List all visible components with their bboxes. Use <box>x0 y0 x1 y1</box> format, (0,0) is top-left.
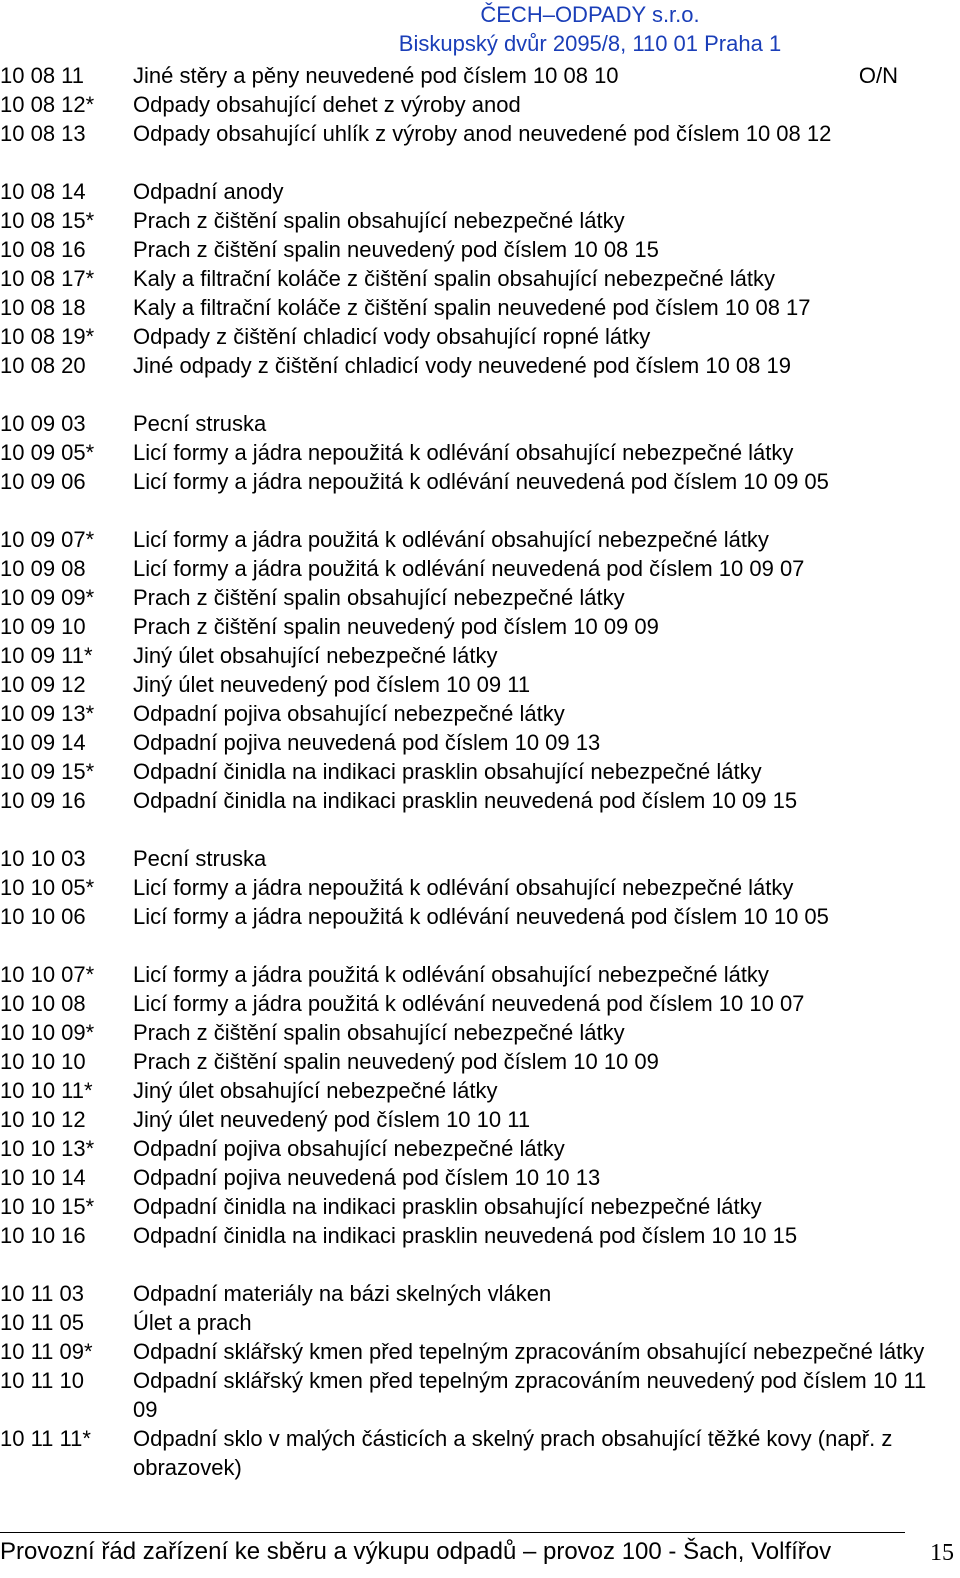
footer-title: Provozní řád zařízení ke sběru a výkupu odpadů – provoz 100 - Šach, Volfířov <box>0 1538 832 1565</box>
list-item <box>0 1337 960 1366</box>
waste-code: 10 09 13* <box>0 701 95 726</box>
list-item <box>0 989 960 1018</box>
company-address: Biskupský dvůr 2095/8, 110 01 Praha 1 <box>398 31 782 56</box>
list-item <box>0 786 960 815</box>
list-item <box>0 844 960 873</box>
waste-code: 10 08 14 <box>0 179 86 204</box>
waste-code-list <box>0 61 960 1482</box>
list-item <box>0 728 960 757</box>
waste-description: Odpady obsahující uhlík z výroby anod neuvedené pod číslem 10 08 12 <box>133 121 832 146</box>
waste-code: 10 08 16 <box>0 237 86 262</box>
list-item <box>0 467 960 496</box>
waste-code: 10 10 09* <box>0 1020 95 1045</box>
waste-description: Jiný úlet obsahující nebezpečné látky <box>133 1078 498 1103</box>
waste-code: 10 08 20 <box>0 353 86 378</box>
waste-description: Licí formy a jádra nepoužitá k odlévání neuvedená pod číslem 10 09 05 <box>133 469 829 494</box>
waste-description: Odpadní pojiva obsahující nebezpečné látky <box>133 701 565 726</box>
waste-code: 10 10 07* <box>0 962 95 987</box>
list-item <box>0 1192 960 1221</box>
waste-description: Prach z čištění spalin neuvedený pod číslem 10 08 15 <box>133 237 659 262</box>
waste-description: Kaly a filtrační koláče z čištění spalin neuvedené pod číslem 10 08 17 <box>133 295 811 320</box>
waste-description: Prach z čištění spalin obsahující nebezpečné látky <box>133 1020 625 1045</box>
waste-code: 10 10 11* <box>0 1078 93 1103</box>
waste-description: Úlet a prach <box>133 1310 252 1335</box>
waste-description: Licí formy a jádra použitá k odlévání obsahující nebezpečné látky <box>133 962 769 987</box>
list-item <box>0 119 960 148</box>
list-item <box>0 293 960 322</box>
company-name: ČECH–ODPADY s.r.o. <box>480 2 700 27</box>
footer-divider <box>0 1532 905 1533</box>
waste-code: 10 10 13* <box>0 1136 95 1161</box>
list-item <box>0 1047 960 1076</box>
waste-description: Prach z čištění spalin neuvedený pod číslem 10 09 09 <box>133 614 659 639</box>
list-item <box>0 351 960 380</box>
list-item <box>0 1076 960 1105</box>
waste-code: 10 09 08 <box>0 556 86 581</box>
list-item <box>0 960 960 989</box>
waste-code: 10 11 03 <box>0 1281 85 1306</box>
waste-description: Odpadní činidla na indikaci prasklin neuvedená pod číslem 10 09 15 <box>133 788 798 813</box>
waste-code: 10 10 16 <box>0 1223 86 1248</box>
waste-code: 10 11 09* <box>0 1339 93 1364</box>
list-item <box>0 409 960 438</box>
waste-code: 10 09 05* <box>0 440 95 465</box>
list-item <box>0 554 960 583</box>
waste-code: 10 10 15* <box>0 1194 95 1219</box>
waste-code: 10 08 15* <box>0 208 95 233</box>
waste-code: 10 08 18 <box>0 295 86 320</box>
waste-description: Prach z čištění spalin obsahující nebezpečné látky <box>133 208 625 233</box>
waste-description: Pecní struska <box>133 846 267 871</box>
waste-description: Licí formy a jádra použitá k odlévání neuvedená pod číslem 10 09 07 <box>133 556 805 581</box>
waste-description: Jiné odpady z čištění chladicí vody neuvedené pod číslem 10 08 19 <box>133 353 791 378</box>
waste-description: Jiný úlet neuvedený pod číslem 10 09 11 <box>133 672 531 697</box>
waste-description: Pecní struska <box>133 411 267 436</box>
waste-code: 10 09 07* <box>0 527 95 552</box>
list-item <box>0 902 960 931</box>
waste-description: Odpadní činidla na indikaci prasklin obsahující nebezpečné látky <box>133 759 762 784</box>
waste-description: Odpadní anody <box>133 179 284 204</box>
waste-code: 10 08 12* <box>0 92 95 117</box>
waste-code: 10 10 06 <box>0 904 86 929</box>
waste-code: 10 11 05 <box>0 1310 85 1335</box>
waste-description: Licí formy a jádra použitá k odlévání obsahující nebezpečné látky <box>133 527 769 552</box>
waste-code: 10 09 11* <box>0 643 93 668</box>
waste-code: 10 10 12 <box>0 1107 86 1132</box>
list-item <box>0 1221 960 1250</box>
list-item <box>0 61 960 90</box>
waste-description: Odpadní sklářský kmen před tepelným zpracováním obsahující nebezpečné látky <box>133 1339 925 1364</box>
list-item <box>0 873 960 902</box>
list-item <box>0 264 960 293</box>
waste-description: Odpady z čištění chladicí vody obsahující ropné látky <box>133 324 651 349</box>
waste-description: Licí formy a jádra nepoužitá k odlévání neuvedená pod číslem 10 10 05 <box>133 904 829 929</box>
waste-description: Odpadní pojiva neuvedená pod číslem 10 10 13 <box>133 1165 601 1190</box>
list-item <box>0 641 960 670</box>
waste-code: 10 09 03 <box>0 411 86 436</box>
list-item <box>0 583 960 612</box>
list-item <box>0 670 960 699</box>
waste-code: 10 10 08 <box>0 991 86 1016</box>
list-item <box>0 612 960 641</box>
waste-code: 10 08 11 <box>0 63 85 88</box>
waste-code: 10 10 14 <box>0 1165 86 1190</box>
waste-code: 10 08 19* <box>0 324 95 349</box>
waste-description: Odpadní sklářský kmen před tepelným zpracováním neuvedený pod číslem 10 11 09 <box>133 1368 927 1422</box>
waste-description: Licí formy a jádra nepoužitá k odlévání obsahující nebezpečné látky <box>133 875 794 900</box>
list-item <box>0 525 960 554</box>
waste-description: Prach z čištění spalin obsahující nebezpečné látky <box>133 585 625 610</box>
waste-code: 10 09 15* <box>0 759 95 784</box>
waste-description: Kaly a filtrační koláče z čištění spalin obsahující nebezpečné látky <box>133 266 776 291</box>
list-item <box>0 1134 960 1163</box>
list-item <box>0 1163 960 1192</box>
waste-description: Odpady obsahující dehet z výroby anod <box>133 92 521 117</box>
list-item <box>0 1424 960 1482</box>
waste-code: 10 09 06 <box>0 469 86 494</box>
waste-description: Licí formy a jádra použitá k odlévání neuvedená pod číslem 10 10 07 <box>133 991 805 1016</box>
list-item <box>0 1018 960 1047</box>
waste-description: Jiný úlet obsahující nebezpečné látky <box>133 643 498 668</box>
list-item <box>0 322 960 351</box>
waste-description: Odpadní pojiva obsahující nebezpečné látky <box>133 1136 565 1161</box>
waste-code: 10 08 13 <box>0 121 86 146</box>
list-item <box>0 1366 960 1424</box>
page-header <box>0 0 960 58</box>
waste-code: 10 08 17* <box>0 266 95 291</box>
list-item <box>0 1279 960 1308</box>
waste-description: Odpadní pojiva neuvedená pod číslem 10 09 13 <box>133 730 601 755</box>
waste-description: Odpadní sklo v malých částicích a skelný prach obsahující těžké kovy (např. z obrazovek) <box>133 1426 893 1480</box>
waste-description: Jiné stěry a pěny neuvedené pod číslem 10 08 10 <box>133 63 619 88</box>
waste-description: Odpadní činidla na indikaci prasklin obsahující nebezpečné látky <box>133 1194 762 1219</box>
waste-description: Odpadní materiály na bázi skelných vláken <box>133 1281 552 1306</box>
waste-description: Jiný úlet neuvedený pod číslem 10 10 11 <box>133 1107 531 1132</box>
waste-description: Odpadní činidla na indikaci prasklin neuvedená pod číslem 10 10 15 <box>133 1223 798 1248</box>
waste-code: 10 11 10 <box>0 1368 85 1393</box>
list-item <box>0 177 960 206</box>
list-item <box>0 1308 960 1337</box>
list-item <box>0 206 960 235</box>
list-item <box>0 438 960 467</box>
waste-description: Prach z čištění spalin neuvedený pod číslem 10 10 09 <box>133 1049 659 1074</box>
list-item <box>0 90 960 119</box>
page-footer <box>0 1532 960 1572</box>
waste-code: 10 10 05* <box>0 875 95 900</box>
list-item <box>0 1105 960 1134</box>
list-item <box>0 757 960 786</box>
waste-code: 10 10 03 <box>0 846 86 871</box>
waste-code: 10 09 14 <box>0 730 86 755</box>
waste-code: 10 09 10 <box>0 614 86 639</box>
waste-description: Licí formy a jádra nepoužitá k odlévání obsahující nebezpečné látky <box>133 440 794 465</box>
waste-code: 10 09 12 <box>0 672 86 697</box>
page-number: 15 <box>930 1540 954 1566</box>
waste-code: 10 09 16 <box>0 788 86 813</box>
waste-category: O/N <box>858 63 898 88</box>
list-item <box>0 235 960 264</box>
waste-code: 10 09 09* <box>0 585 95 610</box>
waste-code: 10 11 11* <box>0 1426 91 1451</box>
waste-code: 10 10 10 <box>0 1049 86 1074</box>
list-item <box>0 699 960 728</box>
